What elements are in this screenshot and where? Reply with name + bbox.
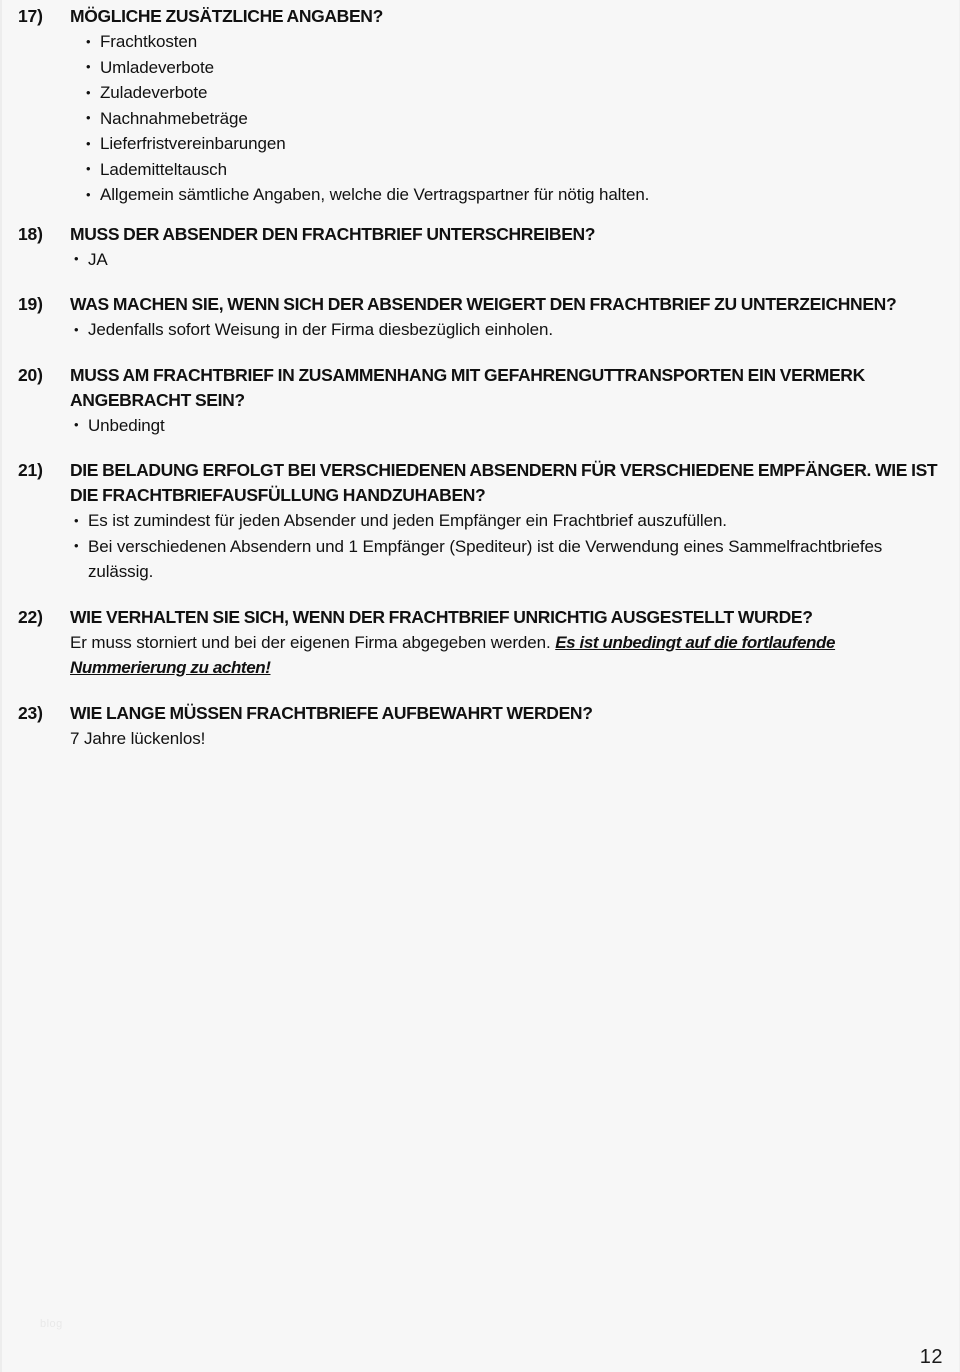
question-number: 23): [18, 702, 43, 723]
answer-emphasis: Es ist unbedingt auf die fortlaufende Nummerierung zu achten!: [70, 632, 836, 677]
question-number: 20): [18, 364, 43, 385]
question-title: MUSS DER ABSENDER DEN FRACHTBRIEF UNTERSCHREIBEN?: [70, 223, 596, 244]
question-block-19: [12, 292, 952, 343]
question-body: [70, 363, 952, 439]
question-body: [70, 292, 952, 343]
watermark: blog: [40, 1318, 63, 1330]
question-title: WIE VERHALTEN SIE SICH, WENN DER FRACHTBRIEF UNRICHTIG AUSGESTELLT WURDE?: [70, 606, 813, 627]
question-body: [70, 458, 952, 585]
question-number: 19): [18, 294, 43, 314]
answer-list: [70, 508, 952, 585]
answer-text: Er muss storniert und bei der eigenen Firma abgegeben werden.: [70, 632, 556, 652]
question-title: DIE BELADUNG ERFOLGT BEI VERSCHIEDENEN ABSENDERN FÜR VERSCHIEDENE EMPFÄNGER. WIE IST DIE FRACHTBRIEFAUSFÜLLUNG HANDZUHABEN?: [70, 460, 938, 505]
question-title: MUSS AM FRACHTBRIEF IN ZUSAMMENHANG MIT GEFAHRENGUTTRANSPORTEN EIN VERMERK ANGEBRACHT SEIN?: [70, 364, 865, 410]
question-title: WIE LANGE MÜSSEN FRACHTBRIEFE AUFBEWAHRT WERDEN?: [70, 702, 593, 723]
list-item: • Es ist zumindest für jeden Absender und jeden Empfänger ein Frachtbrief auszufüllen.: [70, 508, 952, 534]
question-block-20: [12, 363, 952, 439]
list-item: • Nachnahmebeträge: [70, 106, 952, 132]
question-title: MÖGLICHE ZUSÄTZLICHE ANGABEN?: [70, 6, 383, 26]
question-block-23: [12, 701, 952, 752]
question-number: 22): [18, 606, 43, 627]
question-block-18: [12, 222, 952, 273]
list-item: • Jedenfalls sofort Weisung in der Firma diesbezüglich einholen.: [70, 317, 952, 343]
question-block-22: [12, 605, 952, 681]
list-item: • Lieferfristvereinbarungen: [70, 131, 952, 157]
list-item: • Bei verschiedenen Absendern und 1 Empfänger (Spediteur) ist die Verwendung eines Sammelfrachtbriefes zulässig.: [70, 534, 952, 585]
page-content: [2, 0, 960, 771]
question-body: [70, 701, 952, 752]
answer-list: [70, 413, 952, 439]
question-title: WAS MACHEN SIE, WENN SICH DER ABSENDER WEIGERT DEN FRACHTBRIEF ZU UNTERZEICHNEN?: [70, 294, 897, 314]
answer-list: [70, 29, 952, 208]
list-item: • Zuladeverbote: [70, 80, 952, 106]
answer-paragraph: 7 Jahre lückenlos!: [70, 728, 206, 748]
list-item: • Allgemein sämtliche Angaben, welche die Vertragspartner für nötig halten.: [70, 182, 952, 208]
question-number: 17): [18, 6, 43, 26]
list-item: • Frachtkosten: [70, 29, 952, 55]
question-number: 18): [18, 223, 43, 244]
question-body: [70, 4, 952, 208]
answer-list: [70, 247, 952, 273]
answer-paragraph: [70, 630, 952, 681]
answer-list: [70, 317, 952, 343]
page-number: 12: [919, 1346, 943, 1368]
list-item: • Unbedingt: [70, 413, 952, 439]
list-item: • JA: [70, 247, 952, 273]
list-item: • Umladeverbote: [70, 55, 952, 81]
list-item: • Lademitteltausch: [70, 157, 952, 183]
question-block-17: [12, 4, 952, 208]
question-number: 21): [18, 460, 43, 480]
question-block-21: [12, 458, 952, 585]
question-body: [70, 605, 952, 681]
question-body: [70, 222, 952, 273]
